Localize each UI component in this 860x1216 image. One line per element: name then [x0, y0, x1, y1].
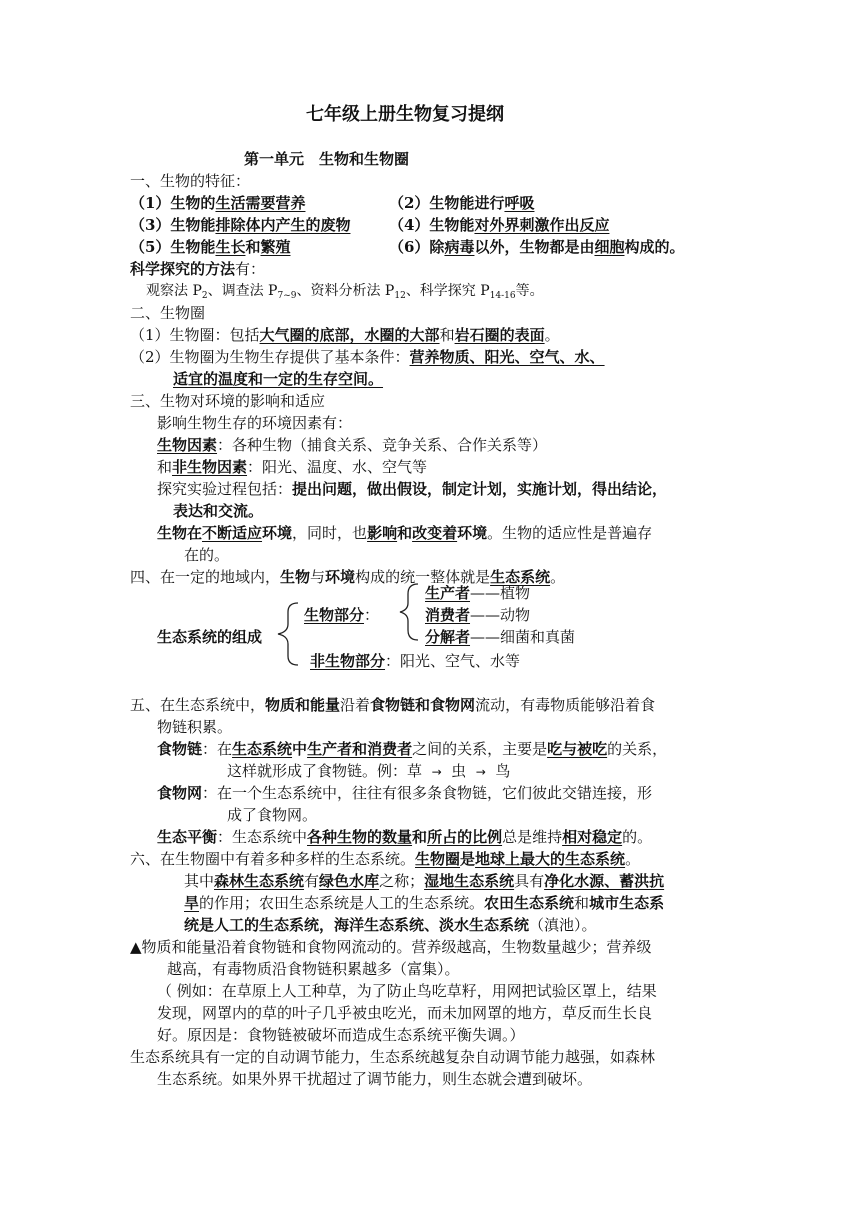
- abiotic-part: 非生物部分：阳光、空气、水等: [310, 652, 521, 670]
- arrow-icon: →: [431, 765, 442, 779]
- decomposer-row: 分解者——细菌和真菌: [425, 628, 576, 646]
- consumer-row: 消费者——动物: [425, 606, 531, 624]
- example-line-2: 发现，网罩内的草的叶子几乎被虫吃光，而未加网罩的地方，草反而生长良: [157, 1004, 653, 1022]
- unit-title: 第一单元 生物和生物圈: [244, 150, 410, 168]
- ecosystem-root: 生态系统的组成: [157, 628, 263, 646]
- food-web-line-2: 成了食物网。: [227, 806, 318, 824]
- self-regulation-line-2: 生态系统。如果外界干扰超过了调节能力，则生态就会遭到破坏。: [157, 1070, 593, 1088]
- note-line-2: 越高，有毒物质沿食物链积累越多（富集）。: [167, 960, 460, 978]
- experiment-steps-2: 表达和交流。: [173, 502, 264, 520]
- biosphere-line-1: （1）生物圈：包括大气圈的底部，水圈的大部和岩石圈的表面。: [130, 326, 560, 344]
- arrow-icon: →: [475, 765, 486, 779]
- feature-2: （2）生物能进行呼吸: [389, 194, 535, 212]
- section-5-heading: 五、在生态系统中，物质和能量沿着食物链和食物网流动，有毒物质能够沿着食: [130, 696, 656, 714]
- section-1-heading: 一、生物的特征：: [130, 172, 251, 190]
- section-6-line-2: 其中森林生态系统有绿色水库之称；湿地生态系统具有净化水源、蓄洪抗: [184, 872, 665, 890]
- eco-balance: 生态平衡：生态系统中各种生物的数量和所占的比例总是维持相对稳定的。: [157, 828, 653, 846]
- section-5-line-2: 物链积累。: [157, 718, 233, 736]
- self-regulation-line-1: 生态系统具有一定的自动调节能力，生态系统越复杂自动调节能力越强，如森林: [130, 1048, 656, 1066]
- food-web-line-1: 食物网：在一个生态系统中，往往有很多条食物链，它们彼此交错连接，形: [157, 784, 653, 802]
- biosphere-line-2: （2）生物圈为生物生存提供了基本条件：营养物质、阳光、空气、水、: [130, 348, 605, 366]
- document-title: 七年级上册生物复习提纲: [306, 104, 504, 125]
- experiment-steps: 探究实验过程包括：提出问题，做出假设，制定计划，实施计划，得出结论，: [157, 480, 668, 498]
- biosphere-line-3: 适宜的温度和一定的生存空间。: [173, 370, 384, 388]
- adaptation-line-1: 生物在不断适应环境，同时，也影响和改变着环境。生物的适应性是普遍存: [157, 524, 653, 542]
- env-factors-intro: 影响生物生存的环境因素有：: [157, 414, 353, 432]
- example-line-3: 好。原因是：食物链被破坏而造成生态系统平衡失调。）: [157, 1026, 525, 1044]
- section-6-line-4: 统是人工的生态系统，海洋生态系统、淡水生态系统（滇池）。: [184, 916, 597, 934]
- method-heading: 科学探究的方法有：: [130, 260, 266, 278]
- food-chain-line-2: 这样就形成了食物链。例：草 → 虫 → 鸟: [227, 762, 511, 780]
- section-3-heading: 三、生物对环境的影响和适应: [130, 392, 326, 410]
- feature-4: （4）生物能对外界刺激作出反应: [389, 216, 610, 234]
- note-line-1: ▲物质和能量沿着食物链和食物网流动的。营养级越高，生物数量越少；营养级: [130, 938, 652, 956]
- section-6-heading: 六、在生物圈中有着多种多样的生态系统。生物圈是地球上最大的生态系统。: [130, 850, 641, 868]
- bio-factors: 生物因素：各种生物（捕食关系、竞争关系、合作关系等）: [157, 436, 548, 454]
- food-chain-line-1: 食物链：在生态系统中生产者和消费者之间的关系，主要是吃与被吃的关系，: [157, 740, 668, 758]
- abiotic-factors: 和非生物因素：阳光、温度、水、空气等: [157, 458, 428, 476]
- feature-1: （1）生物的生活需要营养: [130, 194, 306, 212]
- section-2-heading: 二、生物圈: [130, 304, 206, 322]
- section-6-line-3: 旱的作用；农田生态系统是人工的生态系统。农田生态系统和城市生态系: [184, 894, 665, 912]
- example-line-1: （ 例如：在草原上人工种草，为了防止鸟吃草籽，用网把试验区罩上，结果: [157, 982, 657, 1000]
- method-list: 观察法 $P_2$、调查法 $P_{7\sim 9}$、资料分析法 $P_{12}$、科学探究 $P_{14-16}$等。: [146, 283, 544, 301]
- feature-5: （5）生物能生长和繁殖: [130, 238, 291, 256]
- bio-part: 生物部分：: [304, 606, 380, 624]
- producer-row: 生产者——植物: [425, 584, 531, 602]
- adaptation-line-2: 在的。: [184, 546, 230, 564]
- feature-6: （6）除病毒以外，生物都是由细胞构成的。: [389, 238, 685, 256]
- section-4-heading: 四、在一定的地域内，生物与环境构成的统一整体就是生态系统。: [130, 568, 566, 586]
- feature-3: （3）生物能排除体内产生的废物: [130, 216, 351, 234]
